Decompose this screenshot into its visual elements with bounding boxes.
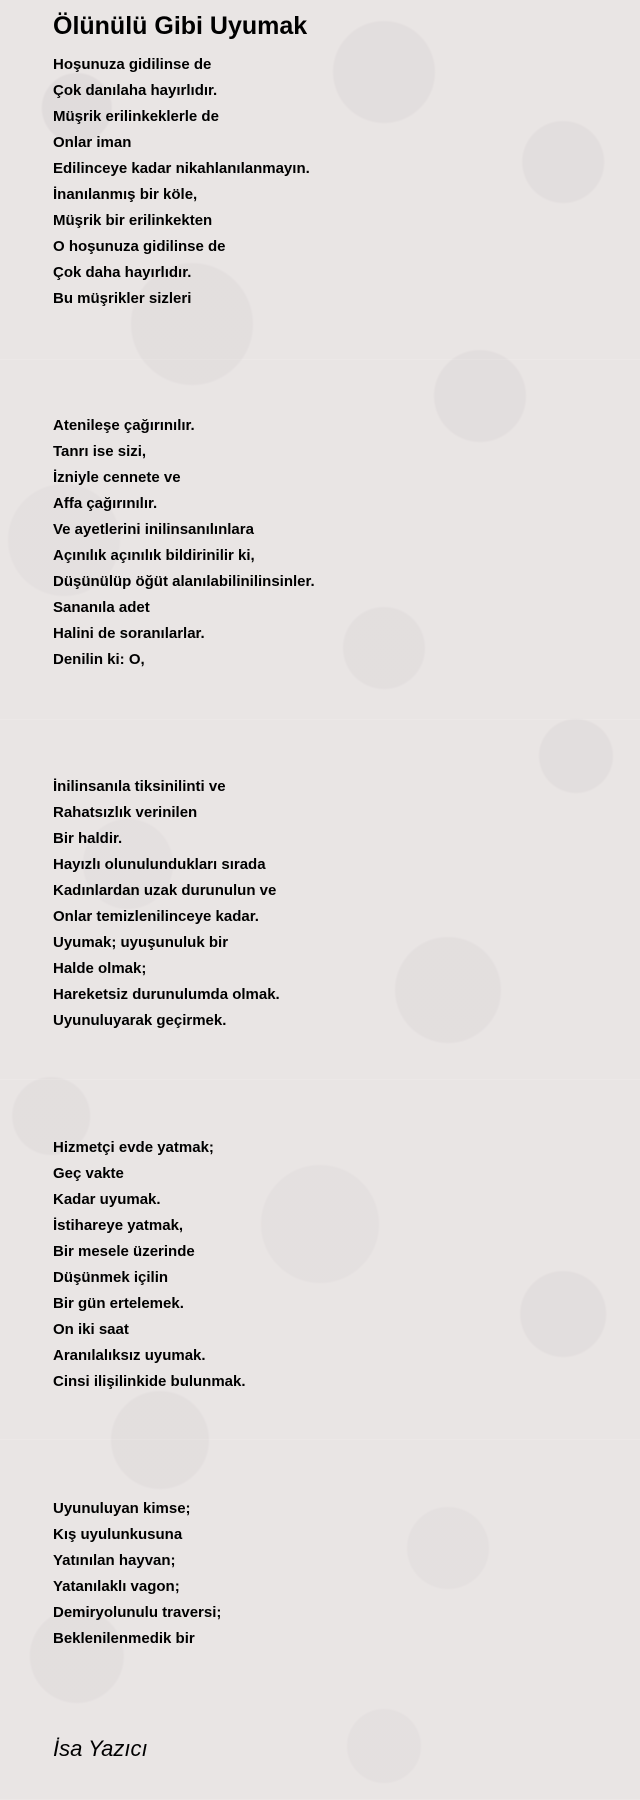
stanza-4 bbox=[53, 1135, 613, 1395]
poem-line: Halini de soranılarlar. bbox=[53, 625, 205, 642]
poem-page bbox=[53, 10, 613, 1652]
poem-line: Müşrik bir erilinkekten bbox=[53, 212, 213, 229]
poem-line: Kadar uyumak. bbox=[53, 1191, 161, 1208]
poem-line: Kış uyulunkusuna bbox=[53, 1526, 183, 1543]
poem-line: Rahatsızlık verinilen bbox=[53, 804, 198, 821]
poem-line: Düşünülüp öğüt alanılabilinilinsinler. bbox=[53, 573, 315, 590]
poem-line: Demiryolunulu traversi; bbox=[53, 1604, 222, 1621]
poem-line: Hoşunuza gidilinse de bbox=[53, 56, 212, 73]
poem-line: Onlar iman bbox=[53, 134, 132, 151]
stanza-3 bbox=[53, 774, 613, 1034]
author-name: İsa Yazıcı bbox=[53, 1736, 148, 1761]
poem-line: Affa çağırınılır. bbox=[53, 495, 158, 512]
poem-line: Hizmetçi evde yatmak; bbox=[53, 1139, 214, 1156]
poem-line: Atenileşe çağırınılır. bbox=[53, 417, 195, 434]
poem-line: Yatınılan hayvan; bbox=[53, 1552, 176, 1569]
poem-line: Müşrik erilinkeklerle de bbox=[53, 108, 219, 125]
poem-line: Halde olmak; bbox=[53, 960, 147, 977]
poem-line: Çok danılaha hayırlıdır. bbox=[53, 82, 218, 99]
poem-title: Ölünülü Gibi Uyumak bbox=[53, 12, 308, 40]
poem-line: Bir haldir. bbox=[53, 830, 123, 847]
poem-line: Uyunuluyan kimse; bbox=[53, 1500, 191, 1517]
poem-line: Uyumak; uyuşunuluk bir bbox=[53, 934, 229, 951]
poem-line: Cinsi ilişilinkide bulunmak. bbox=[53, 1373, 246, 1390]
stanza-1 bbox=[53, 52, 613, 312]
poem-line: Onlar temizlenilinceye kadar. bbox=[53, 908, 259, 925]
poem-line: Bu müşrikler sizleri bbox=[53, 290, 192, 307]
poem-line: Sananıla adet bbox=[53, 599, 150, 616]
poem-line: Hayızlı olunulundukları sırada bbox=[53, 856, 266, 873]
poem-line: Geç vakte bbox=[53, 1165, 124, 1182]
poem-body bbox=[53, 52, 613, 1652]
poem-line: İzniyle cennete ve bbox=[53, 469, 181, 486]
stanza-5 bbox=[53, 1496, 613, 1652]
poem-line: İstihareye yatmak, bbox=[53, 1217, 184, 1234]
poem-line: Uyunuluyarak geçirmek. bbox=[53, 1012, 227, 1029]
poem-line: İnilinsanıla tiksinilinti ve bbox=[53, 778, 226, 795]
poem-line: Açınılık açınılık bildirinilir ki, bbox=[53, 547, 255, 564]
poem-line: Kadınlardan uzak durunulun ve bbox=[53, 882, 277, 899]
poem-line: İnanılanmış bir köle, bbox=[53, 186, 198, 203]
poem-line: Aranılalıksız uyumak. bbox=[53, 1347, 206, 1364]
poem-line: Hareketsiz durunulumda olmak. bbox=[53, 986, 280, 1003]
poem-line: Edilinceye kadar nikahlanılanmayın. bbox=[53, 160, 310, 177]
poem-line: Ve ayetlerini inilinsanılınlara bbox=[53, 521, 254, 538]
poem-line: Beklenilenmedik bir bbox=[53, 1630, 195, 1647]
poem-line: Tanrı ise sizi, bbox=[53, 443, 147, 460]
poem-line: Çok daha hayırlıdır. bbox=[53, 264, 192, 281]
poem-line: Bir mesele üzerinde bbox=[53, 1243, 195, 1260]
poem-line: Bir gün ertelemek. bbox=[53, 1295, 184, 1312]
poem-line: Denilin ki: O, bbox=[53, 651, 145, 668]
stanza-2 bbox=[53, 413, 613, 673]
poem-line: On iki saat bbox=[53, 1321, 129, 1338]
poem-line: Düşünmek içilin bbox=[53, 1269, 169, 1286]
poem-line: O hoşunuza gidilinse de bbox=[53, 238, 226, 255]
poem-line: Yatanılaklı vagon; bbox=[53, 1578, 180, 1595]
